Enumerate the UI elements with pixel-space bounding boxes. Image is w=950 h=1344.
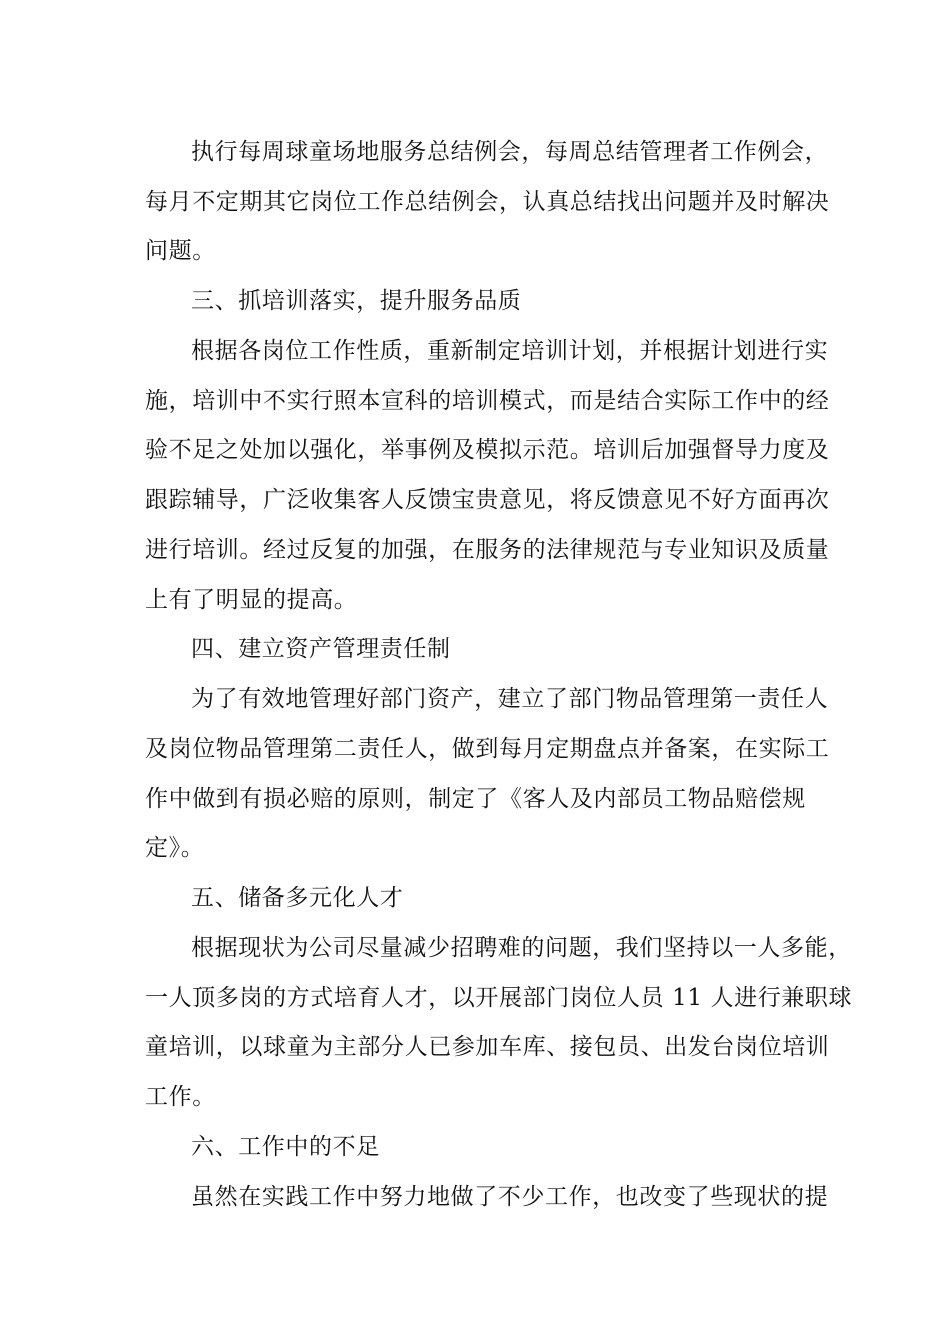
section-heading-3: 三、抓培训落实，提升服务品质: [191, 288, 522, 314]
section-heading-4: 四、建立资产管理责任制: [191, 636, 451, 662]
paragraph-line: 工作。: [145, 1084, 216, 1110]
section-heading-6: 六、工作中的不足: [191, 1134, 380, 1160]
paragraph-line: 跟踪辅导，广泛收集客人反馈宝贵意见，将反馈意见不好方面再次: [145, 487, 830, 513]
paragraph-line: 上有了明显的提高。: [145, 587, 358, 613]
paragraph-line: 作中做到有损必赔的原则，制定了《客人及内部员工物品赔偿规: [145, 786, 806, 812]
paragraph-line: 一人顶多岗的方式培育人才，以开展部门岗位人员 11 人进行兼职球: [145, 985, 853, 1011]
paragraph-line: 进行培训。经过反复的加强，在服务的法律规范与专业知识及质量: [145, 537, 830, 563]
paragraph-line: 问题。: [145, 238, 216, 264]
paragraph-line: 施，培训中不实行照本宣科的培训模式，而是结合实际工作中的经: [145, 388, 830, 414]
paragraph-line: 每月不定期其它岗位工作总结例会，认真总结找出问题并及时解决: [145, 189, 830, 215]
paragraph-line: 根据各岗位工作性质，重新制定培训计划，并根据计划进行实: [191, 338, 829, 364]
paragraph-line: 虽然在实践工作中努力地做了不少工作，也改变了些现状的提: [191, 1184, 829, 1210]
paragraph-line: 及岗位物品管理第二责任人，做到每月定期盘点并备案，在实际工: [145, 736, 830, 762]
paragraph-line: 童培训，以球童为主部分人已参加车库、接包员、出发台岗位培训: [145, 1034, 830, 1060]
paragraph-line: 为了有效地管理好部门资产，建立了部门物品管理第一责任人: [191, 686, 829, 712]
paragraph-line: 定》。: [145, 835, 205, 861]
paragraph-line: 执行每周球童场地服务总结例会，每周总结管理者工作例会，: [191, 139, 829, 165]
section-heading-5: 五、储备多元化人才: [191, 885, 404, 911]
paragraph-line: 根据现状为公司尽量减少招聘难的问题，我们坚持以一人多能，: [191, 935, 852, 961]
paragraph-line: 验不足之处加以强化，举事例及模拟示范。培训后加强督导力度及: [145, 437, 830, 463]
